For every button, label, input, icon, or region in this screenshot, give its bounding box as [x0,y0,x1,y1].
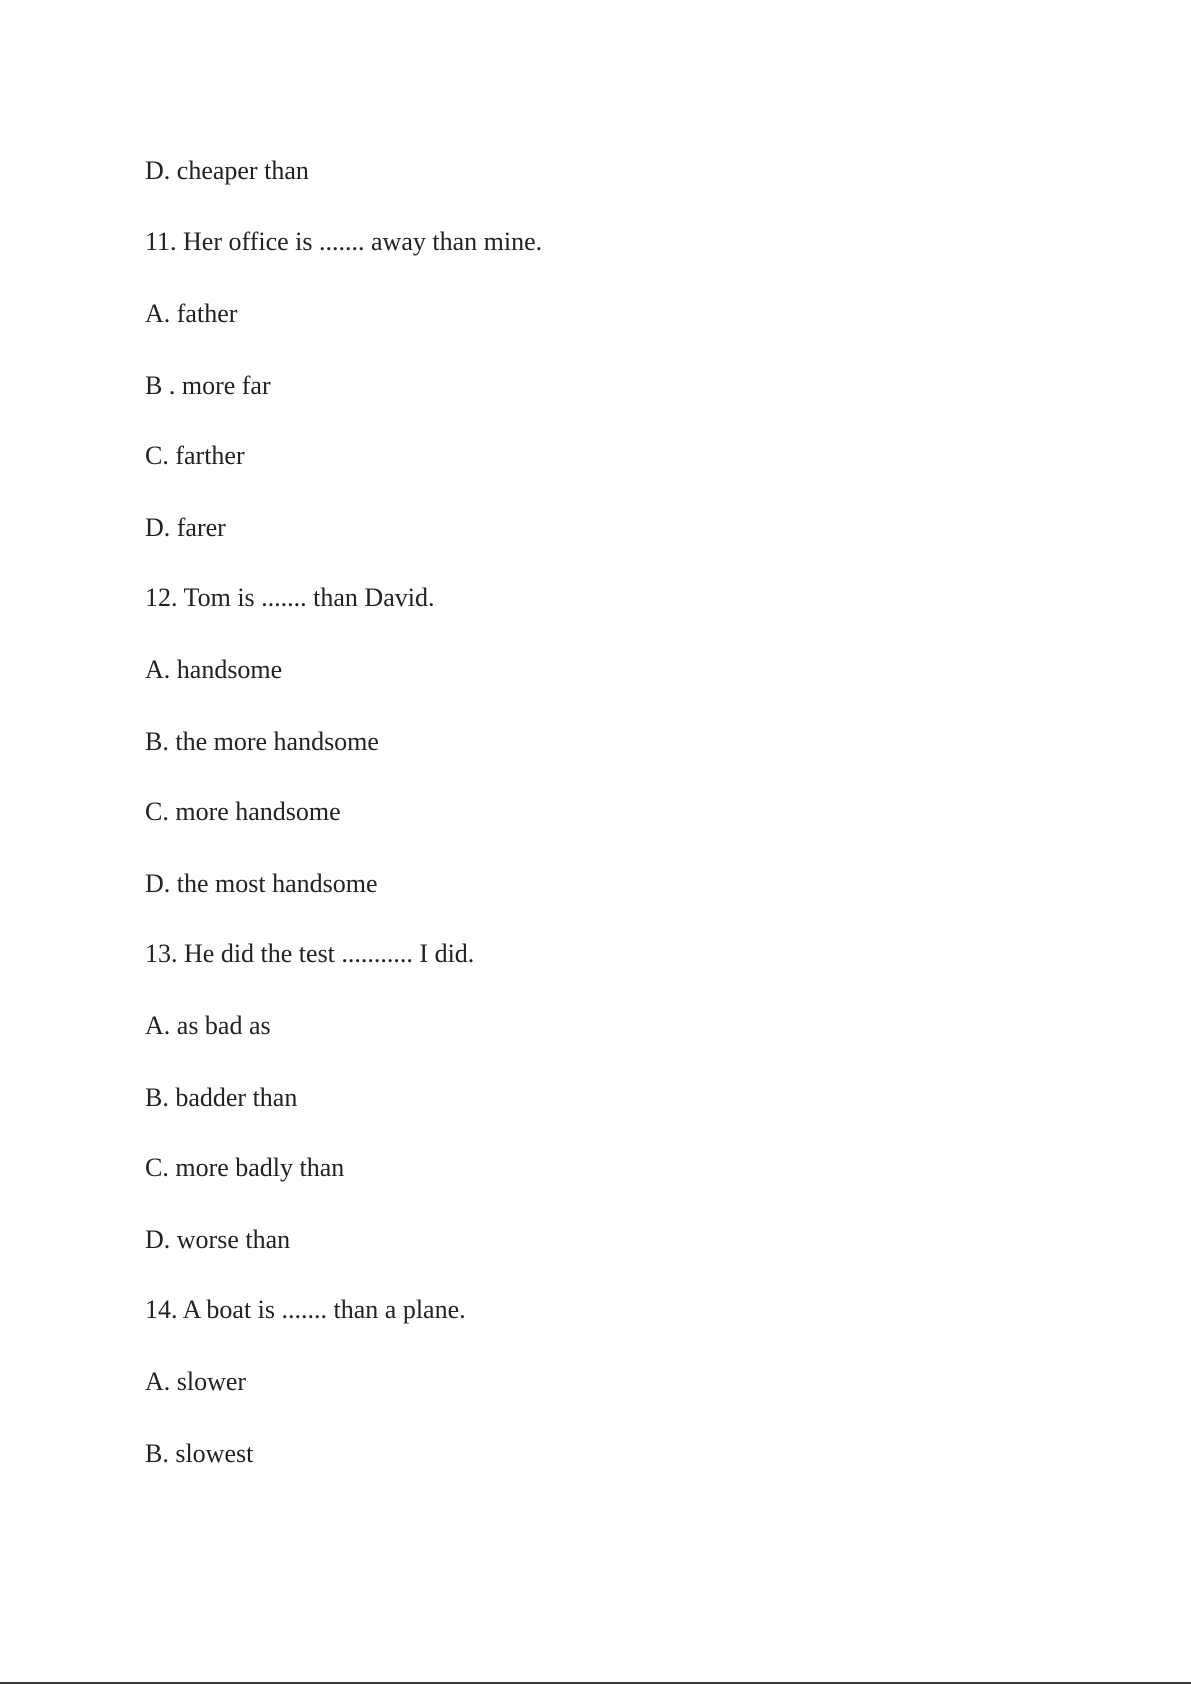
answer-option: D. the most handsome [145,869,378,898]
question-11: 11. Her office is ....... away than mine. [145,227,543,256]
answer-option: C. farther [145,441,245,470]
answer-option: C. more badly than [145,1153,345,1182]
answer-option: B . more far [145,371,271,400]
answer-option: B. slowest [145,1439,254,1468]
answer-option: A. handsome [145,655,283,684]
answer-option: C. more handsome [145,797,341,826]
answer-option: D. farer [145,513,226,542]
question-13: 13. He did the test ........... I did. [145,939,475,968]
answer-option: A. slower [145,1367,247,1396]
question-12: 12. Tom is ....... than David. [145,583,435,612]
answer-option: D. cheaper than [145,156,309,185]
question-14: 14. A boat is ....... than a plane. [145,1295,466,1324]
answer-option: D. worse than [145,1225,291,1254]
answer-option: A. as bad as [145,1011,271,1040]
answer-option: A. father [145,299,238,328]
page-bottom-border [0,1682,1191,1684]
answer-option: B. badder than [145,1083,298,1112]
answer-option: B. the more handsome [145,727,379,756]
